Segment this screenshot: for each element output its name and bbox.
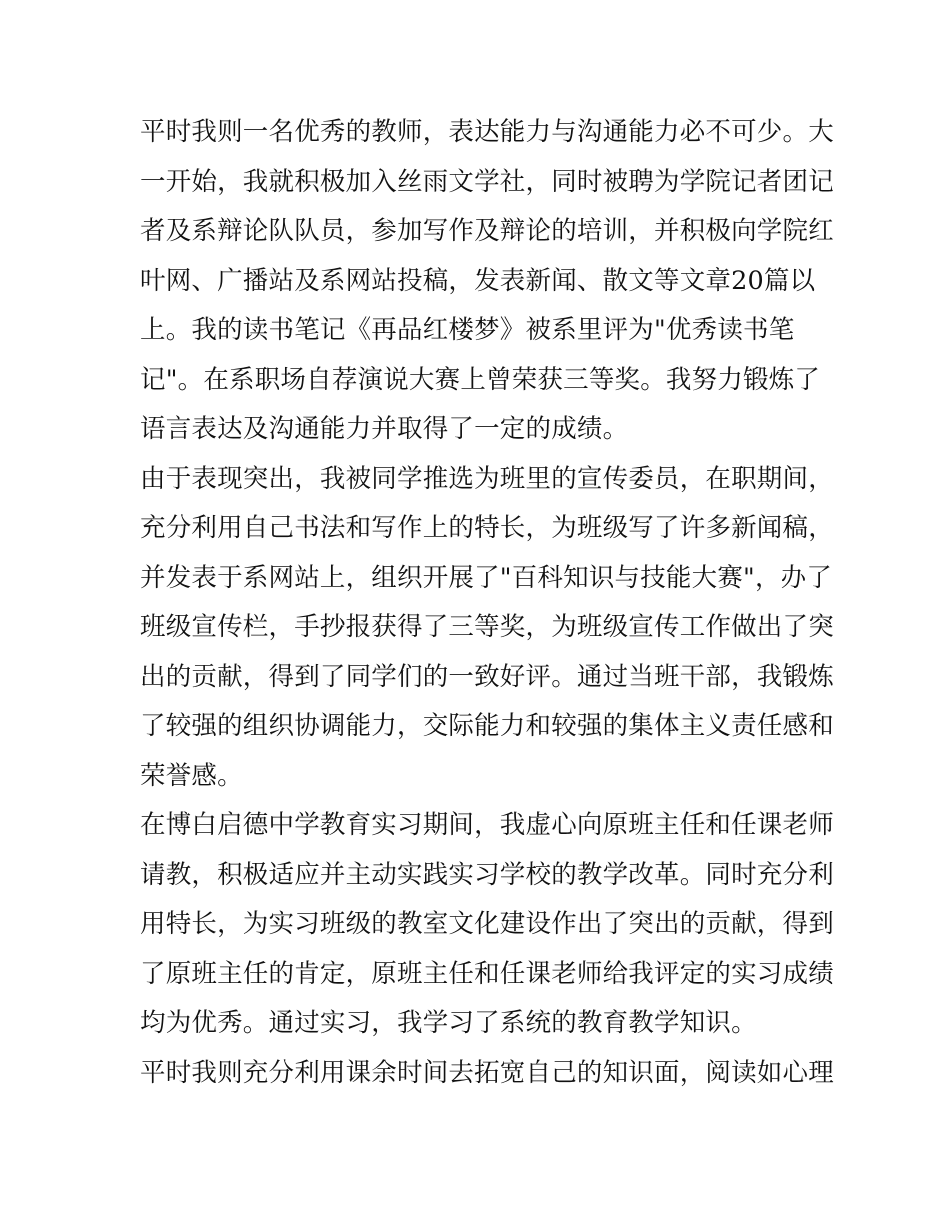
text-line-3: 者及系辩论队队员，参加写作及辩论的培训，并积极向学院红 — [140, 216, 834, 246]
text-line-15: 在博白启德中学教育实习期间，我虚心向原班主任和任课老师 — [140, 810, 834, 840]
text-line-13: 了较强的组织协调能力，交际能力和较强的集体主义责任感和 — [140, 711, 834, 741]
text-line-19: 均为优秀。通过实习，我学习了系统的教育教学知识。 — [140, 1008, 757, 1038]
text-line-16: 请教，积极适应并主动实践实习学校的教学改革。同时充分利 — [140, 859, 834, 890]
text-line-2: 一开始，我就积极加入丝雨文学社，同时被聘为学院记者团记 — [140, 166, 834, 197]
text-line-14: 荣誉感。 — [140, 760, 243, 791]
text-line-1: 平时我则一名优秀的教师，表达能力与沟通能力必不可少。大 — [140, 117, 834, 147]
text-line-10: 并发表于系网站上，组织开展了"百科知识与技能大赛"，办了 — [140, 562, 833, 593]
text-line-12: 出的贡献，得到了同学们的一致好评。通过当班干部，我锻炼 — [140, 661, 834, 692]
text-line-6: 记"。在系职场自荐演说大赛上曾荣获三等奖。我努力锻炼了 — [140, 364, 821, 395]
text-line-20: 平时我则充分利用课余时间去拓宽自己的知识面，阅读如心理 — [140, 1057, 834, 1088]
text-line-8: 由于表现突出，我被同学推选为班里的宣传委员，在职期间， — [140, 463, 834, 494]
text-line-5: 上。我的读书笔记《再品红楼梦》被系里评为"优秀读书笔 — [140, 315, 795, 345]
document-body — [140, 108, 834, 1098]
text-line-11: 班级宣传栏，手抄报获得了三等奖，为班级宣传工作做出了突 — [140, 612, 834, 642]
text-line-7: 语言表达及沟通能力并取得了一定的成绩。 — [140, 414, 629, 444]
text-line-17: 用特长，为实习班级的教室文化建设作出了突出的贡献，得到 — [140, 909, 834, 939]
text-line-18: 了原班主任的肯定，原班主任和任课老师给我评定的实习成绩 — [140, 958, 834, 989]
text-line-9: 充分利用自己书法和写作上的特长，为班级写了许多新闻稿， — [140, 513, 834, 543]
text-line-4: 叶网、广播站及系网站投稿，发表新闻、散文等文章20篇以 — [140, 265, 816, 296]
